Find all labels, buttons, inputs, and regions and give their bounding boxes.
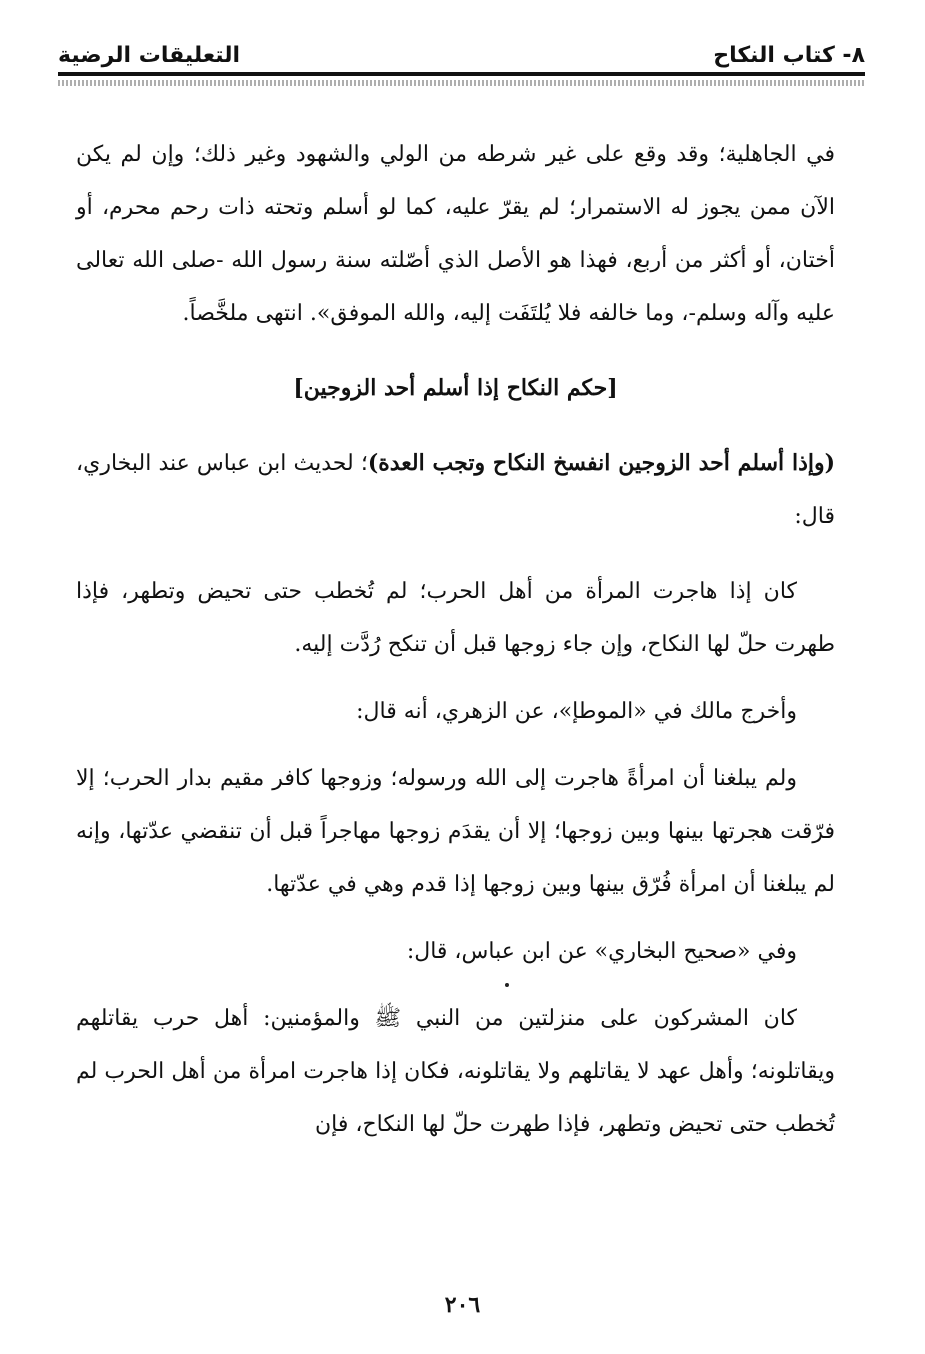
hadith-quote-2: ولم يبلغنا أن امرأةً هاجرت إلى الله ورسوله؛ وزوجها كافر مقيم بدار الحرب؛ إلا فرّقت هجرتها بينها وبين زوجها؛ إلا أن يقدَم زوجها مهاجراً قبل أن تنقضي عدّتها، وإنه لم يبلغنا أن امرأة فُرّق بينها وبين زوجها إذا قدم وهي في عدّتها. xyxy=(76,766,835,897)
running-header xyxy=(58,34,865,70)
section-heading: [حكم النكاح إذا أسلم أحد الزوجين] xyxy=(293,375,618,401)
chapter-title: ٨- كتاب النكاح xyxy=(713,43,865,68)
paragraph-1: في الجاهلية؛ وقد وقع على غير شرطه من الولي والشهود وغير ذلك؛ وإن لم يكن الآن ممن يجوز له الاستمرار؛ لم يقرّ عليه، كما لو أسلم وتحته ذات رحم محرم، أو أختان، أو أكثر من أربع، فهذا هو الأصل الذي أصّلته سنة رسول الله -صلى الله تعالى عليه وآله وسلم-، وما خالفه فلا يُلتَفَت إليه، والله الموفق». انتهى ملخَّصاً. xyxy=(76,142,835,326)
scan-speck xyxy=(505,983,509,987)
matn-text: (وإذا أسلم أحد الزوجين انفسخ النكاح وتجب العدة) xyxy=(367,450,836,476)
hadith-quote-1: كان إذا هاجرت المرأة من أهل الحرب؛ لم تُخطب حتى تحيض وتطهر، فإذا طهرت حلّ لها النكاح، وإن جاء زوجها قبل أن تنكح رُدَّت إليه. xyxy=(76,579,835,657)
paragraph-6: وفي «صحيح البخاري» عن ابن عباس، قال: xyxy=(406,939,797,964)
header-ornament xyxy=(58,80,865,86)
paragraph-4: وأخرج مالك في «الموطإ»، عن الزهري، أنه قال: xyxy=(356,699,797,724)
paragraph-2-rest: ؛ لحديث ابن عباس عند البخاري، قال: xyxy=(76,451,835,529)
hadith-quote-3: كان المشركون على منزلتين من النبي ﷺ والمؤمنين: أهل حرب يقاتلهم ويقاتلونه؛ وأهل عهد لا يقاتلهم ولا يقاتلونه، فكان إذا هاجرت امرأة من أهل الحرب لم تُخطب حتى تحيض وتطهر، فإذا طهرت حلّ لها النكاح، فإن xyxy=(76,1006,835,1137)
page-body xyxy=(76,128,835,1151)
page-number: ٢٠٦ xyxy=(444,1292,481,1318)
book-title: التعليقات الرضية xyxy=(58,43,241,68)
header-rule xyxy=(58,72,865,76)
paragraph-2 xyxy=(76,437,835,543)
